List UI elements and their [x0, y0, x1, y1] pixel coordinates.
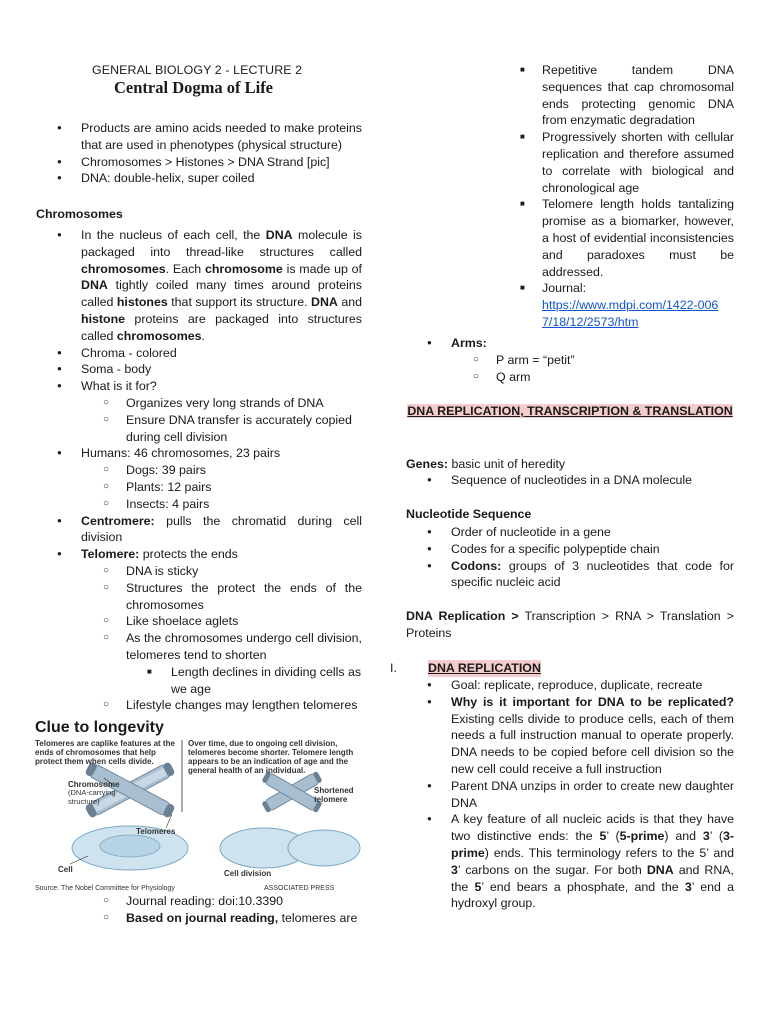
telomeres-label: Telomeres [136, 827, 176, 836]
roman-numeral: I. [390, 661, 397, 675]
figure-credit: ASSOCIATED PRESS [264, 885, 335, 892]
journal-item [406, 280, 734, 330]
codons-item: ● Codons: groups of 3 nucleotides that code for specific nucleic acid [406, 558, 734, 592]
list-item: ○ As the chromosomes undergo cell division, telomeres tend to shorten [36, 630, 362, 664]
dna-replication-title: DNA REPLICATION [428, 661, 541, 675]
journal-list [36, 893, 362, 927]
list-item: ■ Repetitive tandem DNA sequences that cap chromosomal ends protecting genomic DNA from enzymatic degradation [406, 62, 734, 129]
list-item: ● Codes for a specific polypeptide chain [406, 541, 734, 558]
list-item: ○ Dogs: 39 pairs [36, 462, 362, 479]
genes-line: Genes: basic unit of heredity [406, 457, 566, 471]
list-item: ● Sequence of nucleotides in a DNA molecule [406, 472, 734, 489]
figure-left-caption: Telomeres are caplike features at the ends of chromosomes that help protect them when cells divide. [35, 739, 175, 766]
chromosome-sublabel: (DNA-carrying structure) [68, 788, 116, 806]
journal-label: ■ Journal: [542, 281, 587, 296]
chromosomes-list [36, 227, 362, 714]
list-item: ○ Q arm [406, 369, 734, 386]
nucleotide-list [406, 524, 734, 591]
why-item: ● Why is it important for DNA to be replicated? Existing cells divide to produce cells, each of them needs a full instruction manual to operate properly. DNA needs to be copied before cell division so the new cell could receive a full instruction [406, 694, 734, 778]
genes-list [406, 472, 734, 489]
centromere-item: ● Centromere: pulls the chromatid during cell division [36, 513, 362, 547]
cell-label: Cell [58, 865, 73, 874]
list-item: ○ Organizes very long strands of DNA [36, 395, 362, 412]
list-item: ■ Progressively shorten with cellular replication and therefore assumed to correlate with biological and chronological age [406, 129, 734, 196]
list-item: ○ Lifestyle changes may lengthen telomeres [36, 697, 362, 714]
list-item: ● Humans: 46 chromosomes, 23 pairs [36, 445, 362, 462]
section-title: DNA REPLICATION, TRANSCRIPTION & TRANSLATION [407, 404, 733, 418]
chromosome-label: Chromosome [68, 780, 120, 789]
list-item: ○ Journal reading: doi:10.3390 [36, 893, 362, 910]
list-item: ● DNA: double-helix, super coiled [36, 170, 362, 187]
telomere-item: ● Telomere: protects the ends [36, 546, 362, 563]
chromosomes-heading: Chromosomes [36, 207, 123, 221]
page-title: Central Dogma of Life [114, 78, 274, 97]
lecture-header: GENERAL BIOLOGY 2 - LECTURE 2 [92, 63, 303, 77]
list-item: ○ DNA is sticky [36, 563, 362, 580]
key-feature-item: ● A key feature of all nucleic acids is that they have two distinctive ends: the 5’ (5-prime) and 3’ (3-prime) ends. This terminology refers to the 5’ and 3’ carbons on the sugar. For both DNA and RNA, the 5’ end bears a phosphate, and the 3’ end a hydroxyl group. [406, 811, 734, 912]
nucleotide-heading: Nucleotide Sequence [406, 507, 532, 521]
list-item: ○ P arm = “petit” [406, 352, 734, 369]
figure-right-caption: Over time, due to ongoing cell division, telomeres become shorter. Telomere length appears to be an indication of age and the general health of an individual. [188, 739, 354, 775]
list-item: ● Arms: [406, 335, 734, 352]
figure-title: Clue to longevity [35, 719, 164, 736]
list-item: ○ Insects: 4 pairs [36, 496, 362, 513]
list-item: ■ Telomere length holds tantalizing promise as a biomarker, however, a host of evidential inconsistencies and paradoxes must be addressed. [406, 196, 734, 280]
figure-source: Source: The Nobel Committee for Physiology [35, 885, 175, 892]
list-item: ● Goal: replicate, reproduce, duplicate, recreate [406, 677, 734, 694]
shortened-telomere-label: Shortened telomere [314, 786, 354, 804]
cell-division-label: Cell division [224, 869, 272, 878]
list-item: ● Products are amino acids needed to make proteins that are used in phenotypes (physical structure) [36, 120, 362, 154]
intro-list [36, 120, 362, 187]
list-item: ● Order of nucleotide in a gene [406, 524, 734, 541]
list-item: ○ Ensure DNA transfer is accurately copied during cell division [36, 412, 362, 446]
list-item: ○ Structures the protect the ends of the chromosomes [36, 580, 362, 614]
telomere-figure [32, 720, 362, 892]
list-item: ● Chromosomes > Histones > DNA Strand [pic] [36, 154, 362, 171]
list-item: ○ Based on journal reading, telomeres are [36, 910, 362, 927]
list-item: ● Chroma - colored [36, 345, 362, 362]
list-item: ○ Like shoelace aglets [36, 613, 362, 630]
flow-line: DNA Replication > Transcription > RNA > Translation > Proteins [406, 609, 734, 640]
list-item: ■ Length declines in dividing cells as we age [36, 664, 362, 698]
dna-replication-list [406, 677, 734, 912]
arms-list [406, 335, 734, 385]
journal-link[interactable]: https://www.mdpi.com/1422-0067/18/12/2573/htm [542, 298, 719, 329]
list-item: ○ Plants: 12 pairs [36, 479, 362, 496]
list-item: ● What is it for? [36, 378, 362, 395]
telomere-notes-list [406, 62, 734, 331]
chromosome-description: ● In the nucleus of each cell, the DNA molecule is packaged into thread-like structures called chromosomes. Each chromosome is made up of DNA tightly coiled many times around proteins called histones that support its structure. DNA and histone proteins are packaged into structures called chromosomes. [36, 227, 362, 345]
list-item: ● Soma - body [36, 361, 362, 378]
list-item: ● Parent DNA unzips in order to create new daughter DNA [406, 778, 734, 812]
